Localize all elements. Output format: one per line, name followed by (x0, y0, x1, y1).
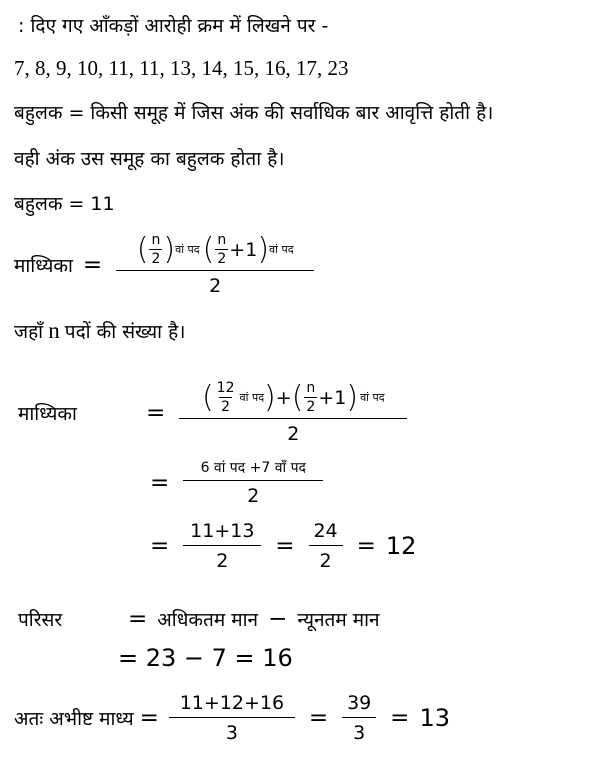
mode-value: बहुलक = 11 (14, 193, 115, 215)
n-over-2: $\frac{n}{2}$ (217, 232, 227, 267)
median-label: माध्यिका (14, 254, 73, 277)
range-label: परिसर (18, 609, 63, 631)
median-step-1: माध्यिका = ( $\frac{12}{2}$ वां पद ) + ( $\frac{n}{2}$ +1 ) वां पद 2 (18, 380, 411, 445)
mean-line: अतः अभीष्ट माध्य = $\frac{11+12+16}{3}$ = $\frac{39}{3}$ = 13 (14, 692, 450, 744)
mean-label: अतः अभीष्ट माध्य (14, 708, 134, 730)
median-step-2: = $\frac{\text{6 वां पद +7 वाँ पद}}{2}$ (140, 458, 327, 507)
median-fraction: ( $\frac{n}{2}$ ) वां पद ( $\frac{n}{2}$ +1 ) वां पद 2 (116, 232, 314, 297)
n-over-2: $\frac{n}{2}$ (151, 232, 161, 267)
median-formula (14, 232, 318, 297)
equals-sign: = (82, 251, 103, 278)
median-label: माध्यिका (18, 402, 77, 425)
sorted-data: 7, 8, 9, 10, 11, 11, 13, 14, 15, 16, 17, 23 (14, 56, 349, 80)
median-step-3: = $\frac{11+13}{2}$ = $\frac{24}{2}$ = 12 (150, 520, 417, 572)
n-definition: जहाँ n पदों की संख्या है। (14, 318, 186, 343)
mode-definition: बहुलक = किसी समूह में जिस अंक की सर्वाधिक बार आवृत्ति होती है। (14, 102, 494, 124)
range-result: = 23 − 7 = 16 (118, 644, 293, 672)
median-result: 12 (385, 532, 417, 560)
mean-result: 13 (419, 704, 450, 732)
range-line: परिसर = अधिकतम मान − न्यूनतम मान (18, 606, 380, 632)
mode-definition-2: वही अंक उस समूह का बहुलक होता है। (14, 148, 285, 170)
intro-line: : दिए गए आँकड़ों आरोही क्रम में लिखने पर - (18, 15, 329, 37)
